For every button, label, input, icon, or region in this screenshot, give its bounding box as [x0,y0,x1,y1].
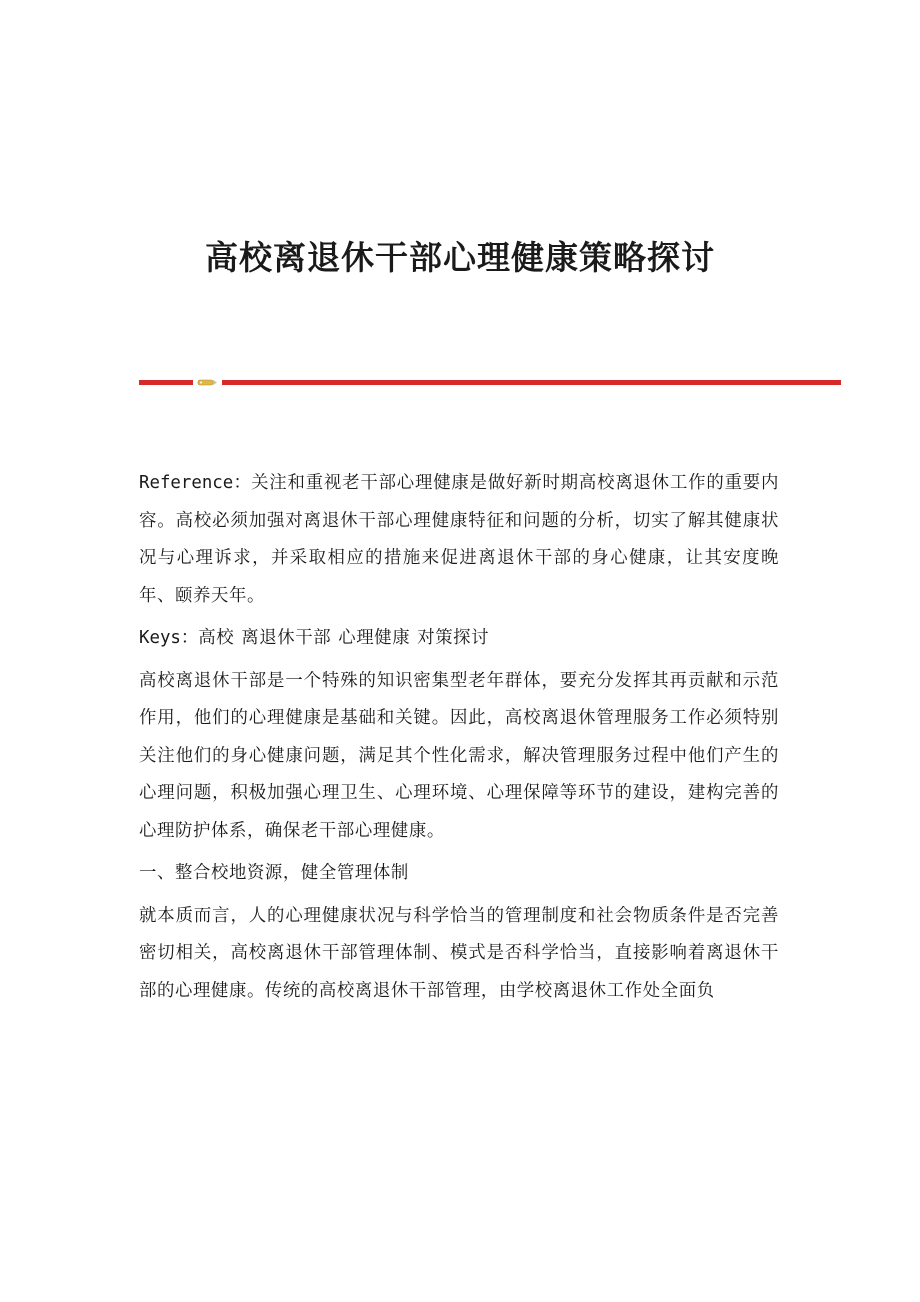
keyword: 高校 [198,628,235,648]
title-divider-left [139,380,193,385]
keyword: 对策探讨 [417,628,490,648]
abstract-paragraph [139,465,779,615]
abstract-label: Reference： [139,473,252,493]
section-heading: 一、整合校地资源，健全管理体制 [139,863,409,883]
keywords-label: Keys： [139,628,199,648]
intro-paragraph: 高校离退休干部是一个特殊的知识密集型老年群体，要充分发挥其再贡献和示范作用，他们的心理健康是基础和关键。因此，高校离退休管理服务工作必须特别关注他们的身心健康问题，满足其个性化需求，解决管理服务过程中他们产生的心理问题，积极加强心理卫生、心理环境、心理保障等环节的建设，建构完善的心理防护体系，确保老干部心理健康。 [139,670,779,841]
keyword: 离退休干部 [241,628,332,648]
document-body [139,465,779,1015]
abstract-text: 关注和重视老干部心理健康是做好新时期高校离退休工作的重要内容。高校必须加强对离退休干部心理健康特征和问题的分析，切实了解其健康状况与心理诉求，并采取相应的措施来促进离退休干部的身心健康，让其安度晚年、颐养天年。 [139,473,780,606]
keyword: 心理健康 [338,628,411,648]
document-title: 高校离退休干部心理健康策略探讨 [205,238,715,278]
pencil-ornament-icon [197,378,218,387]
keywords-line [139,620,779,658]
section-paragraph: 就本质而言，人的心理健康状况与科学恰当的管理制度和社会物质条件是否完善密切相关，高校离退休干部管理体制、模式是否科学恰当，直接影响着离退休干部的心理健康。传统的高校离退休干部管理，由学校离退休工作处全面负 [139,905,779,1001]
title-divider-right [222,380,841,385]
